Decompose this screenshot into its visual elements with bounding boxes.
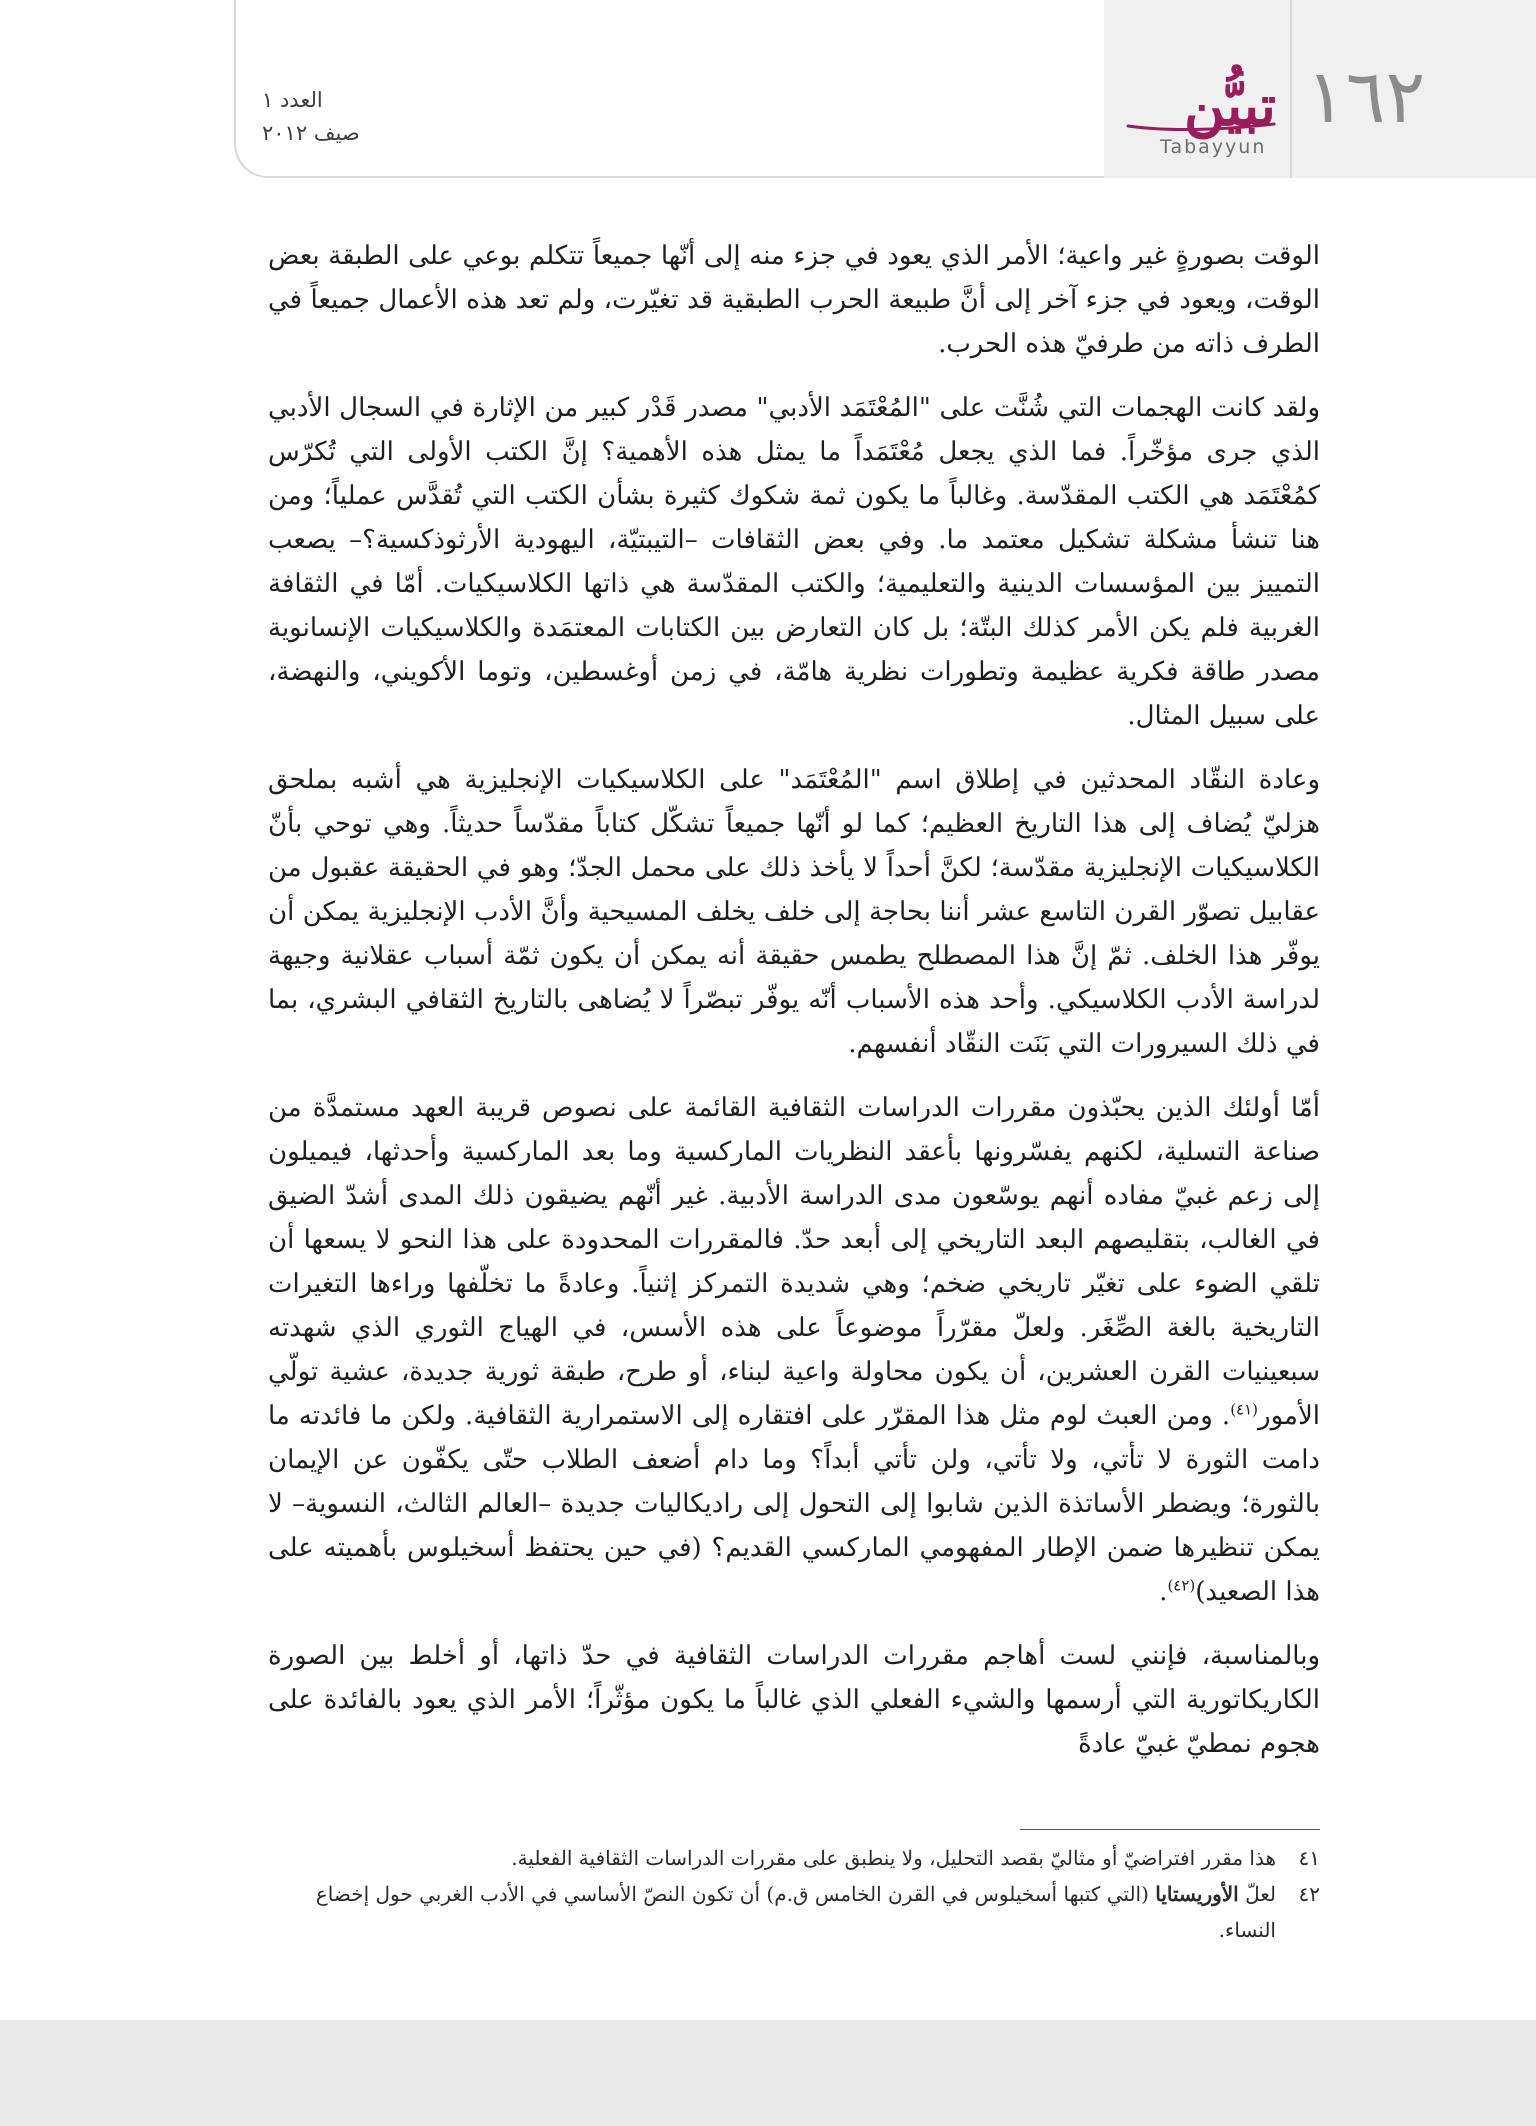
logo-swoosh-icon (1126, 120, 1276, 132)
page-number: ١٦٢ (1306, 54, 1426, 140)
paragraph-5: وبالمناسبة، فإنني لست أهاجم مقررات الدراسات الثقافية في حدّ ذاتها، أو أخلط بين الصورة الكاريكاتورية التي أرسمها والشيء الفعلي الذي غالباً ما يكون مؤثّراً؛ الأمر الذي يعود بالفائدة على هجوم نمطيّ غبيّ عادةً (268, 1641, 1320, 1759)
header-divider (1290, 0, 1292, 178)
footnote-separator (1020, 1829, 1320, 1830)
footnote-text-start: لعلّ (1245, 1882, 1276, 1906)
logo-latin-wordmark: Tabayyun (1160, 136, 1267, 158)
paragraph-2: ولقد كانت الهجمات التي شُنَّت على "المُعْتَمَد الأدبي" مصدر قَدْر كبير من الإثارة في السجال الأدبي الذي جرى مؤخّراً. فما الذي يجعل مُعْتَمَداً ما يمثل هذه الأهمية؟ إنَّ الكتب الأولى التي تُكرّس كمُعْتَمَد هي الكتب المقدّسة. وغالباً ما يكون ثمة شكوك كثيرة بشأن الكتب التي تُقدَّس عملياً؛ ومن هنا تنشأ مشكلة تشكيل معتمد ما. وفي بعض الثقافات –التيبتيّة، اليهودية الأرثوذكسية؟– يصعب التمييز بين المؤسسات الدينية والتعليمية؛ والكتب المقدّسة هي ذاتها الكلاسيكيات. أمّا في الثقافة الغربية فلم يكن الأمر كذلك البتّة؛ بل كان التعارض بين الكتابات المعتمَدة والكلاسيكيات الإنسانوية مصدر طاقة فكرية عظيمة وتطورات نظرية هامّة، في زمن أوغسطين، وتوما الأكويني، والنهضة، على سبيل المثال. (268, 393, 1320, 731)
footnote-42 (268, 1876, 1320, 1948)
issue-number: العدد ١ (262, 88, 323, 112)
logo-arabic-wordmark: تبيُّن (1183, 73, 1276, 139)
paragraph-4-part-1: أمّا أولئك الذين يحبّذون مقررات الدراسات الثقافية القائمة على نصوص قريبة العهد مستمدَّة من صناعة التسلية، لكنهم يفسّرونها بأعقد النظريات الماركسية وما بعد الماركسية وأحدثها، فيميلون إلى زعم غبيّ مفاده أنهم يوسّعون مدى الدراسة الأدبية. غير أنّهم يضيقون ذلك المدى أشدّ الضيق في الغالب، بتقليصهم البعد التاريخي إلى أبعد حدّ. فالمقررات المحدودة على هذا النحو لا يسعها أن تلقي الضوء على تغيّر تاريخي ضخم؛ وهي شديدة التمركز إثنياً. وعادةً ما تخلّفها وراءها التغيرات التاريخية بالغة الصِّغَر. ولعلّ مقرّراً موضوعاً على هذه الأسس، في الهياج الثوري الذي شهدته سبعينيات القرن العشرين، أن يكون محاولة واعية لبناء، أو طرح، طبقة ثورية جديدة، عشية تولّي الأمور (268, 1093, 1321, 1431)
journal-logo (1120, 73, 1290, 168)
footnote-ref-41[interactable]: (٤١) (1230, 1400, 1259, 1419)
footnote-number: ٤٢ (1298, 1882, 1320, 1906)
paragraph-4-part-2: . ومن العبث لوم مثل هذا المقرّر على افتقاره إلى الاستمرارية الثقافية. ولكن ما فائدته ما دامت الثورة لا تأتي، ولا تأتي، ولن تأتي أبداً؟ وما دام أضعف الطلاب حتّى يكفّون عن الإيمان بالثورة؛ ويضطر الأساتذة الذين شابوا إلى التحول إلى راديكاليات جديدة –العالم الثالث، النسوية– لا يمكن تنظيرها ضمن الإطار المفهومي الماركسي القديم؟ (في حين يحتفظ أسخيلوس بأهميته على هذا الصعيد) (268, 1401, 1320, 1607)
footnote-text: هذا مقرر افتراضيّ أو مثاليّ بقصد التحليل، ولا ينطبق على مقررات الدراسات الثقافية الفعلية. (511, 1846, 1276, 1870)
footnote-number: ٤١ (1298, 1846, 1320, 1870)
page-footer-band (0, 2020, 1536, 2126)
issue-info (262, 84, 462, 149)
paragraph-1: الوقت بصورةٍ غير واعية؛ الأمر الذي يعود في جزء منه إلى أنّها جميعاً تتكلم بوعي على الطبقة بعض الوقت، ويعود في جزء آخر إلى أنَّ طبيعة الحرب الطبقية قد تغيّرت، ولم تعد هذه الأعمال جميعاً في الطرف ذاته من طرفيّ هذه الحرب. (268, 241, 1320, 359)
issue-season: صيف ٢٠١٢ (262, 120, 360, 145)
paragraph-4-end: . (1159, 1577, 1168, 1607)
footnote-ref-42[interactable]: (٤٢) (1167, 1576, 1196, 1595)
footnote-41 (268, 1840, 1320, 1876)
paragraph-3: وعادة النقّاد المحدثين في إطلاق اسم "المُعْتَمَد" على الكلاسيكيات الإنجليزية هي أشبه بملحق هزليّ يُضاف إلى هذا التاريخ العظيم؛ كما لو أنّها جميعاً تشكّل كتاباً مقدّساً حديثاً. وهي توحي بأنّ الكلاسيكيات الإنجليزية مقدّسة؛ لكنَّ أحداً لا يأخذ ذلك على محمل الجدّ؛ وهو في الحقيقة عقبول من عقابيل تصوّر القرن التاسع عشر أننا بحاجة إلى خلف يخلف المسيحية وأنَّ الأدب الإنجليزية يمكن أن يوفّر هذا الخلف. ثمّ إنَّ هذا المصطلح يطمس حقيقة أنه يمكن أن يكون ثمّة أسباب عقلانية وجيهة لدراسة الأدب الكلاسيكي. وأحد هذه الأسباب أنّه يوفّر تبصّراً لا يُضاهى بالتاريخ الثقافي البشري، بما في ذلك السيرورات التي بَنَت النقّاد أنفسهم. (268, 765, 1320, 1059)
paragraph-4 (268, 1086, 1320, 1614)
footnotes (268, 1840, 1320, 1948)
footnote-work-title: الأوريستايا (1155, 1882, 1239, 1906)
footnote-text (268, 1876, 1276, 1948)
article-body (268, 234, 1320, 1786)
footnote-text-end: (التي كتبها أسخيلوس في القرن الخامس ق.م) أن تكون النصّ الأساسي في الأدب الغربي حول إخضاع النساء. (315, 1882, 1276, 1942)
